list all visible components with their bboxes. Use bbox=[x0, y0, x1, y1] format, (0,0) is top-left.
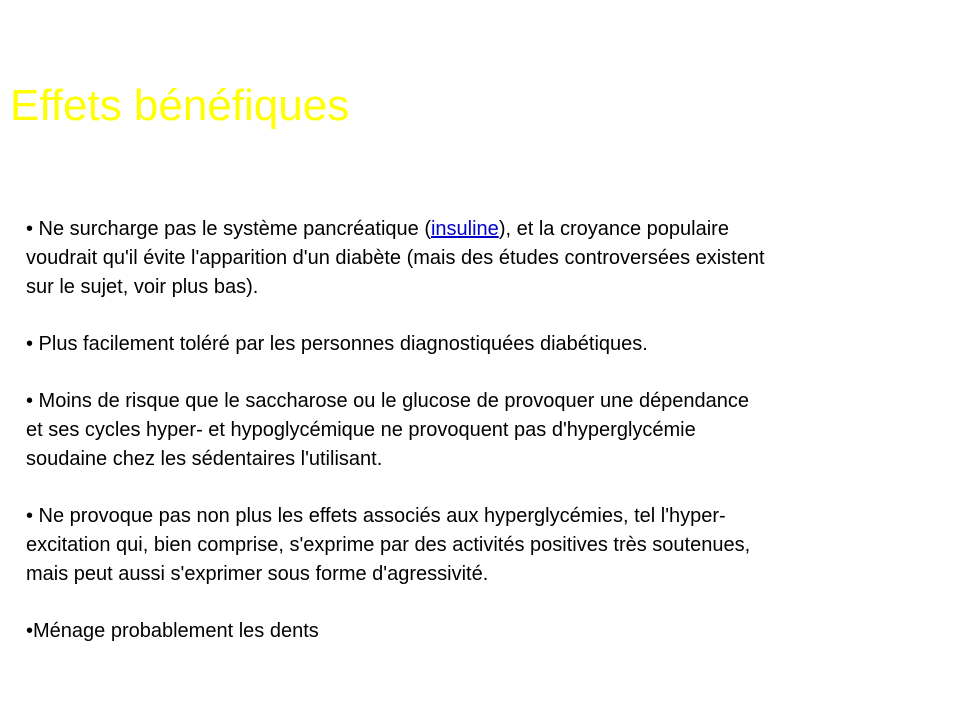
bullet-line: •Ménage probablement les dents bbox=[26, 620, 319, 642]
bullet-item bbox=[26, 617, 926, 646]
bullet-text: ), et la croyance populaire bbox=[498, 218, 729, 240]
bullet-line: • Moins de risque que le saccharose ou le glucose de provoquer une dépendance bbox=[26, 390, 750, 412]
bullet-item bbox=[26, 330, 926, 359]
bullet-item bbox=[26, 215, 926, 302]
bullet-text: • Ne surcharge pas le système pancréatique ( bbox=[26, 218, 431, 240]
slide-title: Effets bénéfiques bbox=[10, 81, 350, 130]
bullet-list bbox=[26, 215, 926, 674]
insuline-link[interactable]: insuline bbox=[430, 218, 499, 240]
bullet-line: soudaine chez les sédentaires l'utilisant. bbox=[26, 448, 383, 470]
bullet-line: et ses cycles hyper- et hypoglycémique ne provoquent pas d'hyperglycémie bbox=[26, 419, 696, 441]
bullet-line: sur le sujet, voir plus bas). bbox=[26, 276, 259, 298]
bullet-line: mais peut aussi s'exprimer sous forme d'agressivité. bbox=[26, 563, 489, 585]
bullet-line: • Plus facilement toléré par les personnes diagnostiquées diabétiques. bbox=[26, 333, 648, 355]
bullet-line bbox=[26, 215, 926, 244]
bullet-line: voudrait qu'il évite l'apparition d'un diabète (mais des études controversées existent bbox=[26, 247, 765, 269]
bullet-item bbox=[26, 502, 926, 589]
bullet-line: excitation qui, bien comprise, s'exprime par des activités positives très soutenues, bbox=[26, 534, 751, 556]
bullet-line: • Ne provoque pas non plus les effets associés aux hyperglycémies, tel l'hyper- bbox=[26, 505, 726, 527]
bullet-item bbox=[26, 387, 926, 474]
